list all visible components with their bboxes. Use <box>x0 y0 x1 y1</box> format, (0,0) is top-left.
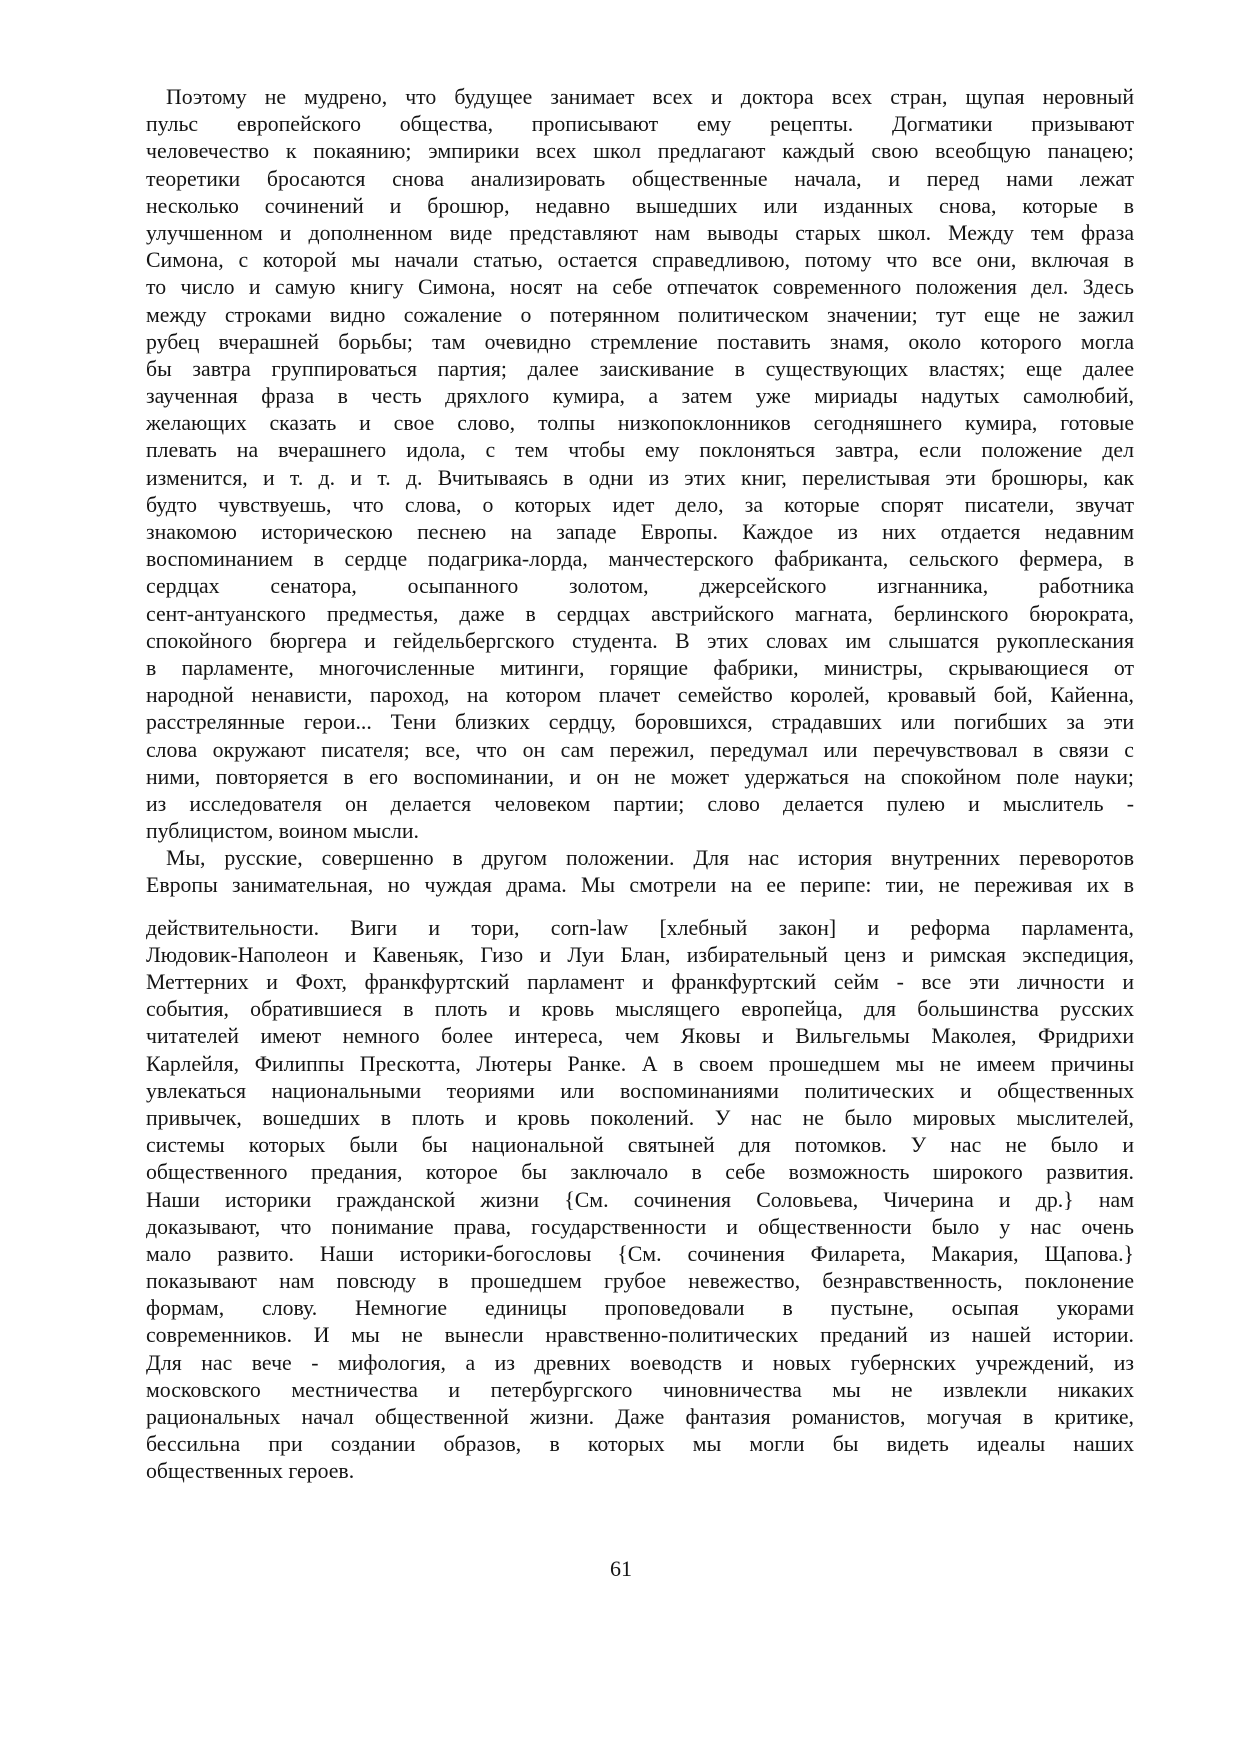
text-line: изменится, и т. д. и т. д. Вчитываясь в одни из этих книг, перелистывая эти брошюры, как <box>146 465 1134 490</box>
text-line: действительности. Виги и тори, corn-law [хлебный закон] и реформа парламента, <box>146 915 1134 940</box>
text-line: рациональных начал общественной жизни. Даже фантазия романистов, могучая в критике, <box>146 1405 1134 1429</box>
text-line: события, обратившиеся в плоть и кровь мыслящего европейца, для большинства русских <box>146 997 1134 1022</box>
text-line: бы завтра группироваться партия; далее заискивание в существующих властях; еще далее <box>146 356 1134 381</box>
document-page <box>146 84 1134 1486</box>
text-line: показывают нам повсюду в прошедшем грубое невежество, безнравственность, поклонение <box>146 1269 1134 1294</box>
text-line: привычек, вошедших в плоть и кровь поколений. У нас не было мировых мыслителей, <box>146 1105 1134 1130</box>
text-line: московского местничества и петербургского чиновничества мы не извлекли никаких <box>146 1377 1134 1402</box>
text-line: человечество к покаянию; эмпирики всех школ предлагают каждый свою всеобщую панацею; <box>146 139 1134 164</box>
page-number: 61 <box>610 1556 632 1581</box>
text-line: из исследователя он делается человеком партии; слово делается пулею и мыслитель - <box>146 791 1134 816</box>
text-line: Для нас вече - мифология, а из древних воеводств и новых губернских учреждений, из <box>146 1350 1134 1375</box>
text-line: увлекаться национальными теориями или воспоминаниями политических и общественных <box>146 1078 1134 1103</box>
text-line: сердцах сенатора, осыпанного золотом, джерсейского изгнанника, работника <box>146 574 1134 599</box>
paragraph-2-top <box>146 845 1134 899</box>
text-line: слова окружают писателя; все, что он сам пережил, передумал или перечувствовал в связи с <box>146 737 1134 762</box>
text-line: системы которых были бы национальной святыней для потомков. У нас не было и <box>146 1133 1134 1158</box>
paragraph-2-rest <box>146 915 1134 1486</box>
paragraph-1 <box>146 84 1134 845</box>
text-line: публицистом, воином мысли. <box>146 819 419 844</box>
text-line: общественного предания, которое бы заключало в себе возможность широкого развития. <box>146 1160 1134 1185</box>
text-line: читателей имеют немного более интереса, чем Яковы и Вильгельмы Маколея, Фридрихи <box>146 1024 1134 1049</box>
text-line: сент-антуанского предместья, даже в сердцах австрийского магната, берлинского бюрократа, <box>146 601 1134 626</box>
text-line: современников. И мы не вынесли нравственно-политических преданий из нашей истории. <box>146 1323 1134 1348</box>
text-line: то число и самую книгу Симона, носят на себе отпечаток современного положения дел. Здесь <box>146 275 1134 300</box>
text-line: между строками видно сожаление о потерянном политическом значении; тут еще не зажил <box>146 302 1134 327</box>
text-line: Карлейля, Филиппы Прескотта, Лютеры Ранке. А в своем прошедшем мы не имеем причины <box>146 1051 1134 1076</box>
text-line: улучшенном и дополненном виде представляют нам выводы старых школ. Между тем фраза <box>146 220 1134 245</box>
text-line: Европы занимательная, но чуждая драма. Мы смотрели на ее перипе: тии, не переживая их в <box>146 873 1134 898</box>
text-line: бессильна при создании образов, в которых мы могли бы видеть идеалы наших <box>146 1432 1134 1457</box>
text-line: рубец вчерашней борьбы; там очевидно стремление поставить знамя, около которого могла <box>146 329 1134 354</box>
text-line: воспоминанием в сердце подагрика-лорда, манчестерского фабриканта, сельского фермера, в <box>146 547 1134 572</box>
text-line: мало развито. Наши историки-богословы {См. сочинения Филарета, Макария, Щапова.} <box>146 1241 1134 1266</box>
text-line: общественных героев. <box>146 1459 355 1484</box>
text-line: доказывают, что понимание права, государственности и общественности было у нас очень <box>146 1214 1134 1239</box>
text-line: в парламенте, многочисленные митинги, горящие фабрики, министры, скрывающиеся от <box>146 655 1134 680</box>
line-gap <box>146 900 1134 915</box>
text-line: Мы, русские, совершенно в другом положении. Для нас история внутренних переворотов <box>166 846 1134 871</box>
text-line: теоретики бросаются снова анализировать общественные начала, и перед нами лежат <box>146 166 1134 191</box>
text-line: Поэтому не мудрено, что будущее занимает всех и доктора всех стран, щупая неровный <box>166 85 1134 109</box>
text-line: заученная фраза в честь дряхлого кумира, а затем уже мириады надутых самолюбий, <box>146 384 1134 409</box>
text-line: народной ненависти, пароход, на котором плачет семейство королей, кровавый бой, Кайенна, <box>146 683 1134 708</box>
text-line: пульс европейского общества, прописывают ему рецепты. Догматики призывают <box>146 112 1134 137</box>
text-line: формам, слову. Немногие единицы проповедовали в пустыне, осыпая укорами <box>146 1296 1134 1321</box>
text-line: несколько сочинений и брошюр, недавно вышедших или изданных снова, которые в <box>146 193 1134 218</box>
text-line: Людовик-Наполеон и Кавеньяк, Гизо и Луи Блан, избирательный ценз и римская экспедиция, <box>146 942 1134 967</box>
text-line: плевать на вчерашнего идола, с тем чтобы ему поклоняться завтра, если положение дел <box>146 438 1134 463</box>
text-line: спокойного бюргера и гейдельбергского студента. В этих словах им слышатся рукоплескания <box>146 628 1134 653</box>
text-line: знакомою историческою песнею на западе Европы. Каждое из них отдается недавним <box>146 520 1134 544</box>
text-line: желающих сказать и свое слово, толпы низкопоклонников сегодняшнего кумира, готовые <box>146 411 1134 436</box>
text-line: Симона, с которой мы начали статью, остается справедливою, потому что все они, включая в <box>146 248 1134 273</box>
text-line: Меттерних и Фохт, франкфуртский парламент и франкфуртский сейм - все эти личности и <box>146 970 1134 994</box>
text-line: расстрелянные герои... Тени близких сердцу, боровшихся, страдавших или погибших за эти <box>146 710 1134 735</box>
text-line: ними, повторяется в его воспоминании, и он не может удержаться на спокойном поле науки; <box>146 764 1134 789</box>
text-line: будто чувствуешь, что слова, о которых идет дело, за которые спорят писатели, звучат <box>146 492 1134 517</box>
text-line: Наши историки гражданской жизни {См. сочинения Соловьева, Чичерина и др.} нам <box>146 1187 1134 1212</box>
